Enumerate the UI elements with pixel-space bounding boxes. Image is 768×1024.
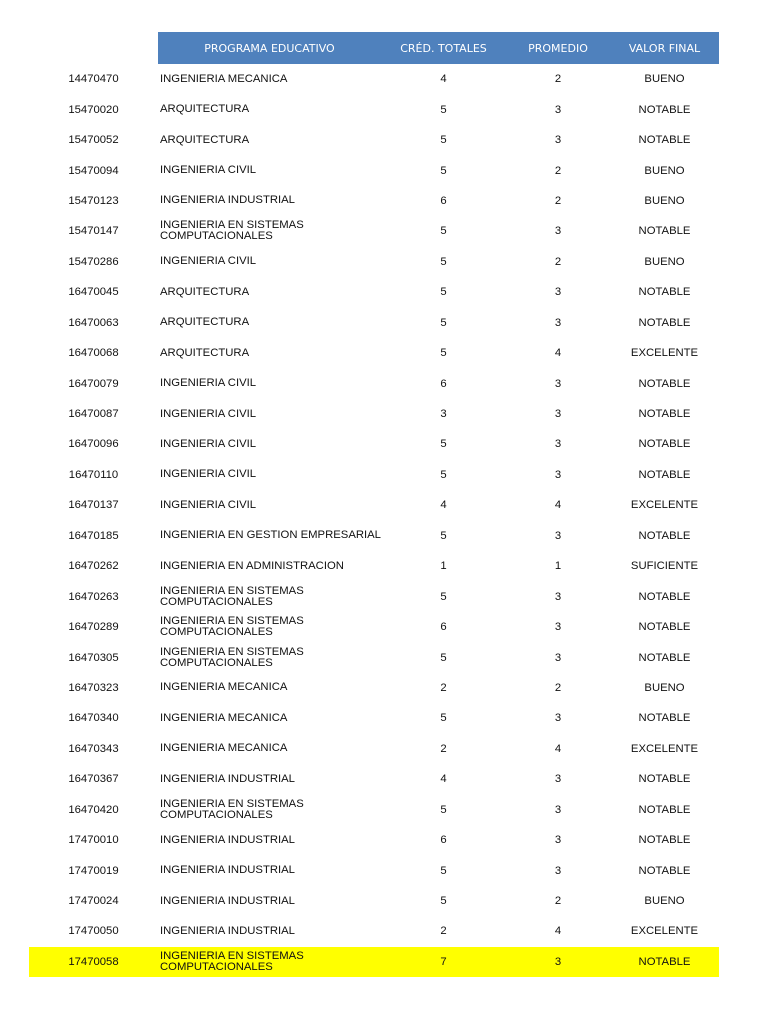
valor-final-cell[interactable]: EXCELENTE	[630, 925, 699, 938]
programa-cell[interactable]: INGENIERIA EN SISTEMAS COMPUTACIONALES	[160, 949, 304, 973]
student-id-cell[interactable]: 17470058	[68, 955, 119, 968]
programa-cell[interactable]: INGENIERIA INDUSTRIAL	[160, 772, 295, 785]
valor-final-cell[interactable]: NOTABLE	[638, 468, 691, 481]
valor-final-cell[interactable]: NOTABLE	[638, 651, 691, 664]
creditos-cell[interactable]: 5	[440, 347, 447, 360]
header-promedio: PROMEDIO	[506, 32, 610, 64]
table-header	[29, 32, 719, 64]
valor-final-cell[interactable]: NOTABLE	[638, 590, 691, 603]
table-row[interactable]	[29, 886, 719, 916]
creditos-cell[interactable]: 5	[440, 468, 447, 481]
valor-final-cell[interactable]: BUENO	[644, 164, 685, 177]
table-row[interactable]	[29, 460, 719, 490]
valor-final-cell[interactable]: NOTABLE	[638, 134, 691, 147]
valor-final-cell[interactable]: EXCELENTE	[630, 347, 699, 360]
student-id-cell[interactable]: 16470263	[68, 590, 119, 603]
valor-final-cell[interactable]: BUENO	[644, 73, 685, 86]
promedio-cell[interactable]: 4	[554, 499, 562, 512]
promedio-cell[interactable]: 3	[554, 316, 562, 329]
promedio-cell[interactable]: 2	[554, 681, 562, 694]
student-id-cell[interactable]: 16470323	[68, 681, 119, 694]
valor-final-cell[interactable]: BUENO	[644, 681, 685, 694]
header-programa-educativo: PROGRAMA EDUCATIVO	[158, 32, 381, 64]
table-row[interactable]	[29, 277, 719, 307]
table-row[interactable]	[29, 673, 719, 703]
creditos-cell[interactable]: 5	[440, 316, 447, 329]
table-row[interactable]	[29, 429, 719, 459]
programa-cell[interactable]: INGENIERIA CIVIL	[160, 377, 257, 390]
programa-cell[interactable]: INGENIERIA INDUSTRIAL	[160, 864, 295, 877]
header-id-column	[29, 32, 158, 64]
student-id-cell[interactable]: 15470123	[68, 194, 119, 207]
creditos-cell[interactable]: 6	[440, 377, 447, 390]
table-row-highlighted[interactable]	[29, 947, 719, 977]
promedio-cell[interactable]: 4	[554, 742, 562, 755]
valor-final-cell[interactable]: NOTABLE	[638, 225, 691, 238]
creditos-cell[interactable]: 7	[440, 955, 447, 968]
programa-cell[interactable]: INGENIERIA EN GESTION EMPRESARIAL	[160, 529, 381, 542]
promedio-cell[interactable]: 4	[554, 347, 562, 360]
student-id-cell[interactable]: 16470343	[68, 742, 119, 755]
promedio-cell[interactable]: 3	[554, 834, 562, 847]
student-id-cell[interactable]: 16470367	[68, 773, 119, 786]
valor-final-cell[interactable]: NOTABLE	[638, 103, 691, 116]
student-id-cell[interactable]: 15470052	[68, 134, 119, 147]
creditos-cell[interactable]: 5	[440, 864, 447, 877]
promedio-cell[interactable]: 3	[554, 712, 562, 725]
valor-final-cell[interactable]: EXCELENTE	[630, 742, 699, 755]
promedio-cell[interactable]: 3	[554, 773, 562, 786]
creditos-cell[interactable]: 5	[440, 134, 447, 147]
programa-cell[interactable]: ARQUITECTURA	[160, 103, 250, 116]
student-id-cell[interactable]: 16470096	[68, 438, 119, 451]
creditos-cell[interactable]: 5	[440, 164, 447, 177]
creditos-cell[interactable]: 5	[440, 103, 447, 116]
student-id-cell[interactable]: 17470050	[68, 925, 119, 938]
programa-cell[interactable]: INGENIERIA INDUSTRIAL	[160, 894, 295, 907]
table-row[interactable]	[29, 825, 719, 855]
student-id-cell[interactable]: 17470024	[68, 895, 119, 908]
table-row[interactable]	[29, 247, 719, 277]
creditos-cell[interactable]: 2	[440, 742, 447, 755]
student-id-cell[interactable]: 16470137	[68, 499, 119, 512]
student-id-cell[interactable]: 16470087	[68, 408, 119, 421]
valor-final-cell[interactable]: NOTABLE	[638, 773, 691, 786]
creditos-cell[interactable]: 5	[440, 895, 447, 908]
valor-final-cell[interactable]: BUENO	[644, 255, 685, 268]
programa-cell[interactable]: INGENIERIA CIVIL	[160, 164, 257, 177]
valor-final-cell[interactable]: NOTABLE	[638, 408, 691, 421]
table-row[interactable]	[29, 703, 719, 733]
promedio-cell[interactable]: 2	[554, 895, 562, 908]
creditos-cell[interactable]: 5	[440, 712, 447, 725]
promedio-cell[interactable]: 3	[554, 438, 562, 451]
student-id-cell[interactable]: 16470068	[68, 347, 119, 360]
student-id-cell[interactable]: 16470305	[68, 651, 119, 664]
table-row[interactable]	[29, 581, 719, 611]
programa-cell[interactable]: INGENIERIA MECANICA	[160, 72, 288, 85]
table-body	[29, 64, 719, 977]
table-row[interactable]	[29, 521, 719, 551]
student-id-cell[interactable]: 15470094	[68, 164, 119, 177]
table-row[interactable]	[29, 338, 719, 368]
promedio-cell[interactable]: 3	[554, 377, 562, 390]
promedio-cell[interactable]: 3	[554, 955, 562, 968]
valor-final-cell[interactable]: EXCELENTE	[630, 499, 699, 512]
valor-final-cell[interactable]: NOTABLE	[638, 803, 691, 816]
promedio-cell[interactable]: 2	[554, 255, 562, 268]
student-id-cell[interactable]: 16470420	[68, 803, 119, 816]
programa-cell[interactable]: INGENIERIA CIVIL	[160, 437, 257, 450]
student-id-cell[interactable]: 16470340	[68, 712, 119, 725]
student-id-cell[interactable]: 16470110	[68, 468, 119, 481]
programa-cell[interactable]: INGENIERIA CIVIL	[160, 468, 257, 481]
programa-cell[interactable]: INGENIERIA EN SISTEMAS COMPUTACIONALES	[160, 797, 304, 821]
table-row[interactable]	[29, 795, 719, 825]
valor-final-cell[interactable]: NOTABLE	[638, 864, 691, 877]
promedio-cell[interactable]: 3	[554, 103, 562, 116]
student-id-cell[interactable]: 16470079	[68, 377, 119, 390]
programa-cell[interactable]: INGENIERIA CIVIL	[160, 498, 257, 511]
promedio-cell[interactable]: 3	[554, 621, 562, 634]
promedio-cell[interactable]: 3	[554, 529, 562, 542]
promedio-cell[interactable]: 1	[554, 560, 562, 573]
programa-cell[interactable]: INGENIERIA EN SISTEMAS COMPUTACIONALES	[160, 219, 304, 243]
programa-cell[interactable]: INGENIERIA MECANICA	[160, 681, 288, 694]
programa-cell[interactable]: ARQUITECTURA	[160, 346, 250, 359]
table-row[interactable]	[29, 94, 719, 124]
promedio-cell[interactable]: 3	[554, 468, 562, 481]
promedio-cell[interactable]: 3	[554, 408, 562, 421]
table-row[interactable]	[29, 612, 719, 642]
programa-cell[interactable]: INGENIERIA MECANICA	[160, 711, 288, 724]
table-row[interactable]	[29, 490, 719, 520]
table-row[interactable]	[29, 308, 719, 338]
valor-final-cell[interactable]: NOTABLE	[638, 316, 691, 329]
promedio-cell[interactable]: 3	[554, 225, 562, 238]
programa-cell[interactable]: ARQUITECTURA	[160, 316, 250, 329]
programa-cell[interactable]: INGENIERIA CIVIL	[160, 255, 257, 268]
programa-cell[interactable]: INGENIERIA CIVIL	[160, 407, 257, 420]
creditos-cell[interactable]: 3	[440, 408, 447, 421]
student-id-cell[interactable]: 16470063	[68, 316, 119, 329]
promedio-cell[interactable]: 3	[554, 803, 562, 816]
student-id-cell[interactable]: 17470019	[68, 864, 119, 877]
creditos-cell[interactable]: 6	[440, 834, 447, 847]
student-id-cell[interactable]: 16470289	[68, 621, 119, 634]
promedio-cell[interactable]: 2	[554, 164, 562, 177]
promedio-cell[interactable]: 3	[554, 590, 562, 603]
table-row[interactable]	[29, 734, 719, 764]
valor-final-cell[interactable]: NOTABLE	[638, 286, 691, 299]
table-row[interactable]	[29, 216, 719, 246]
programa-cell[interactable]: ARQUITECTURA	[160, 285, 250, 298]
programa-cell[interactable]: INGENIERIA INDUSTRIAL	[160, 924, 295, 937]
programa-cell[interactable]: ARQUITECTURA	[160, 133, 250, 146]
creditos-cell[interactable]: 1	[440, 560, 447, 573]
table-row[interactable]	[29, 368, 719, 398]
creditos-cell[interactable]: 6	[440, 621, 447, 634]
promedio-cell[interactable]: 3	[554, 134, 562, 147]
programa-cell[interactable]: INGENIERIA EN SISTEMAS COMPUTACIONALES	[160, 645, 304, 669]
table-row[interactable]	[29, 642, 719, 672]
table-row[interactable]	[29, 125, 719, 155]
programa-cell[interactable]: INGENIERIA MECANICA	[160, 742, 288, 755]
student-id-cell[interactable]: 16470262	[68, 560, 119, 573]
creditos-cell[interactable]: 4	[440, 499, 447, 512]
valor-final-cell[interactable]: NOTABLE	[638, 712, 691, 725]
table-row[interactable]	[29, 399, 719, 429]
valor-final-cell[interactable]: SUFICIENTE	[630, 560, 699, 573]
programa-cell[interactable]: INGENIERIA INDUSTRIAL	[160, 194, 295, 207]
programa-cell[interactable]: INGENIERIA EN SISTEMAS COMPUTACIONALES	[160, 615, 304, 639]
valor-final-cell[interactable]: NOTABLE	[638, 529, 691, 542]
creditos-cell[interactable]: 2	[440, 925, 447, 938]
creditos-cell[interactable]: 5	[440, 590, 447, 603]
creditos-cell[interactable]: 4	[440, 73, 447, 86]
valor-final-cell[interactable]: NOTABLE	[638, 621, 691, 634]
table-row[interactable]	[29, 186, 719, 216]
student-id-cell[interactable]: 16470045	[68, 286, 119, 299]
creditos-cell[interactable]: 5	[440, 651, 447, 664]
promedio-cell[interactable]: 3	[554, 864, 562, 877]
promedio-cell[interactable]: 3	[554, 286, 562, 299]
valor-final-cell[interactable]: NOTABLE	[638, 955, 691, 968]
valor-final-cell[interactable]: NOTABLE	[638, 834, 691, 847]
valor-final-cell[interactable]: NOTABLE	[638, 438, 691, 451]
table-row[interactable]	[29, 64, 719, 94]
creditos-cell[interactable]: 5	[440, 803, 447, 816]
student-id-cell[interactable]: 17470010	[68, 834, 119, 847]
creditos-cell[interactable]: 5	[440, 529, 447, 542]
programa-cell[interactable]: INGENIERIA EN ADMINISTRACION	[160, 559, 344, 572]
student-id-cell[interactable]: 16470185	[68, 529, 119, 542]
promedio-cell[interactable]: 3	[554, 651, 562, 664]
student-grades-table	[29, 32, 719, 977]
programa-cell[interactable]: INGENIERIA INDUSTRIAL	[160, 833, 295, 846]
creditos-cell[interactable]: 5	[440, 286, 447, 299]
table-row[interactable]	[29, 916, 719, 946]
student-id-cell[interactable]: 15470020	[68, 103, 119, 116]
creditos-cell[interactable]: 5	[440, 225, 447, 238]
student-id-cell[interactable]: 14470470	[68, 73, 119, 86]
header-valor-final: VALOR FINAL	[610, 32, 719, 64]
creditos-cell[interactable]: 5	[440, 438, 447, 451]
table-row[interactable]	[29, 764, 719, 794]
table-row[interactable]	[29, 551, 719, 581]
valor-final-cell[interactable]: NOTABLE	[638, 377, 691, 390]
student-id-cell[interactable]: 15470286	[68, 255, 119, 268]
valor-final-cell[interactable]: BUENO	[644, 895, 685, 908]
creditos-cell[interactable]: 6	[440, 194, 447, 207]
table-row[interactable]	[29, 155, 719, 185]
promedio-cell[interactable]: 2	[554, 194, 562, 207]
creditos-cell[interactable]: 2	[440, 681, 447, 694]
creditos-cell[interactable]: 5	[440, 255, 447, 268]
header-creditos-totales: CRÉD. TOTALES	[381, 32, 506, 64]
promedio-cell[interactable]: 4	[554, 925, 562, 938]
valor-final-cell[interactable]: BUENO	[644, 194, 685, 207]
creditos-cell[interactable]: 4	[440, 773, 447, 786]
student-id-cell[interactable]: 15470147	[68, 225, 119, 238]
programa-cell[interactable]: INGENIERIA EN SISTEMAS COMPUTACIONALES	[160, 584, 304, 608]
table-row[interactable]	[29, 855, 719, 885]
promedio-cell[interactable]: 2	[554, 73, 562, 86]
